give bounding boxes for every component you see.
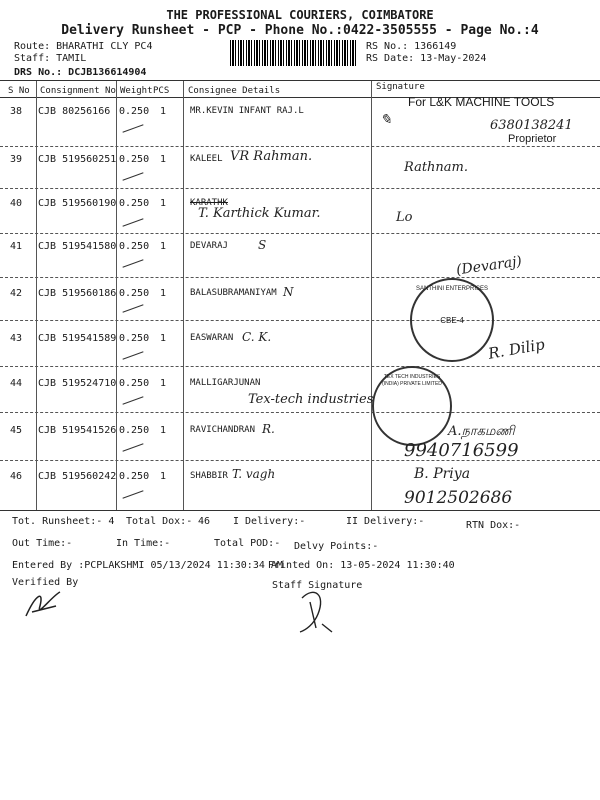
row-pcs: 1 bbox=[160, 471, 167, 482]
tick-mark bbox=[122, 396, 143, 404]
row-weight: 0.250 bbox=[119, 154, 150, 165]
row-consignment: CJB 519541580 bbox=[38, 241, 117, 252]
tot-runsheet: Tot. Runsheet:- 4 bbox=[12, 516, 115, 527]
row-consignee: DEVARAJ bbox=[190, 241, 228, 251]
signature-stamp-text: For L&K MACHINE TOOLS bbox=[408, 95, 555, 109]
staff-label: Staff: TAMIL bbox=[14, 53, 87, 64]
signature-proprietor: Proprietor bbox=[508, 133, 557, 145]
signature: B. Priya bbox=[414, 466, 471, 482]
row-sno: 40 bbox=[10, 198, 23, 209]
row-weight: 0.250 bbox=[119, 333, 150, 344]
verifier-signature bbox=[22, 586, 66, 622]
row-pcs: 1 bbox=[160, 288, 167, 299]
rs-number: RS No.: 1366149 bbox=[366, 41, 457, 52]
row-sno: 38 bbox=[10, 106, 23, 117]
col-sno: S No bbox=[8, 86, 30, 96]
row-consignee: KALEEL bbox=[190, 154, 223, 164]
row-pcs: 1 bbox=[160, 198, 167, 209]
row-weight: 0.250 bbox=[119, 106, 150, 117]
i-delivery: I Delivery:- bbox=[233, 516, 306, 527]
row-sno: 43 bbox=[10, 333, 23, 344]
tick-mark bbox=[122, 490, 143, 498]
total-pod: Total POD:- bbox=[214, 538, 281, 549]
row-separator bbox=[0, 188, 600, 189]
col-consignment: Consignment No bbox=[40, 86, 116, 96]
row-consignment: CJB 519560190 bbox=[38, 198, 117, 209]
row-weight: 0.250 bbox=[119, 198, 150, 209]
row-consignee: BALASUBRAMANIYAM bbox=[190, 288, 277, 298]
total-dox-label: Total Dox:- bbox=[126, 516, 193, 527]
row-separator bbox=[0, 233, 600, 234]
handwritten-name: N bbox=[283, 285, 294, 299]
signature-phone: 6380138241 bbox=[490, 118, 573, 133]
signature: Rathnam. bbox=[404, 160, 469, 175]
company-stamp bbox=[410, 278, 494, 362]
row-sno: 46 bbox=[10, 471, 23, 482]
entered-by: Entered By :PCPLAKSHMI 05/13/2024 11:30:34 AM bbox=[12, 560, 283, 571]
signature: (Devaraj) bbox=[455, 253, 523, 279]
col-pcs: PCS bbox=[153, 86, 170, 96]
handwritten-name: C. K. bbox=[242, 330, 272, 344]
row-consignee: MR.KEVIN INFANT RAJ.L bbox=[190, 106, 304, 116]
row-separator bbox=[0, 412, 600, 413]
row-consignee: KARATHK bbox=[190, 198, 228, 208]
company-stamp bbox=[372, 366, 452, 446]
handwritten-name: S bbox=[258, 238, 267, 252]
total-dox-value: 46 bbox=[198, 516, 211, 527]
handwritten-name: T. vagh bbox=[232, 467, 276, 481]
row-separator bbox=[0, 146, 600, 147]
row-sno: 42 bbox=[10, 288, 23, 299]
tick-mark bbox=[122, 443, 143, 451]
col-signature: Signature bbox=[376, 82, 425, 92]
out-time: Out Time:- bbox=[12, 538, 73, 549]
row-consignment: CJB 519541589 bbox=[38, 333, 117, 344]
tick-mark bbox=[122, 351, 143, 359]
row-pcs: 1 bbox=[160, 425, 167, 436]
row-weight: 0.250 bbox=[119, 471, 150, 482]
row-pcs: 1 bbox=[160, 241, 167, 252]
rs-date: RS Date: 13-May-2024 bbox=[366, 53, 487, 64]
ii-delivery: II Delivery:- bbox=[346, 516, 425, 527]
stamp-inner-text: CBE-4 bbox=[440, 316, 464, 325]
row-consignment: CJB 80256166 bbox=[38, 106, 111, 117]
row-consignment: CJB 519524710 bbox=[38, 378, 117, 389]
handwritten-name: Tex-tech industries bbox=[248, 392, 374, 407]
staff-signature-label: Staff Signature bbox=[272, 580, 363, 591]
rtn-dox: RTN Dox:- bbox=[466, 520, 521, 531]
row-weight: 0.250 bbox=[119, 378, 150, 389]
row-separator bbox=[0, 460, 600, 461]
barcode bbox=[230, 40, 358, 66]
row-sno: 41 bbox=[10, 241, 23, 252]
col-weight: Weight bbox=[120, 86, 153, 96]
handwritten-name: R. bbox=[262, 422, 275, 436]
row-consignee: RAVICHANDRAN bbox=[190, 425, 256, 435]
tick-mark bbox=[122, 218, 143, 226]
row-consignment: CJB 519560251 bbox=[38, 154, 117, 165]
row-consignee: EASWARAN bbox=[190, 333, 234, 343]
route-label: Route: BHARATHI CLY PC4 bbox=[14, 41, 153, 52]
signature-scribble: ✎ bbox=[380, 112, 392, 128]
row-consignment: CJB 519541526 bbox=[38, 425, 117, 436]
handwritten-name: VR Rahman. bbox=[230, 149, 313, 164]
row-pcs: 1 bbox=[160, 333, 167, 344]
row-consignment: CJB 519560242 bbox=[38, 471, 117, 482]
header-rule-top bbox=[0, 80, 600, 81]
table-bottom-rule bbox=[0, 510, 600, 511]
stamp-text: TEX TECH INDUSTRIES (INDIA) PRIVATE LIMITED bbox=[382, 374, 442, 387]
row-weight: 0.250 bbox=[119, 288, 150, 299]
row-pcs: 1 bbox=[160, 378, 167, 389]
signature: A.நாகமணி bbox=[448, 424, 515, 439]
drs-number: DRS No.: DCJB136614904 bbox=[14, 67, 147, 78]
handwritten-name: T. Karthick Kumar. bbox=[198, 206, 321, 221]
row-pcs: 1 bbox=[160, 106, 167, 117]
in-time: In Time:- bbox=[116, 538, 171, 549]
row-sno: 39 bbox=[10, 154, 23, 165]
row-consignee: SHABBIR bbox=[190, 471, 228, 481]
tick-mark bbox=[122, 124, 143, 132]
company-name: THE PROFESSIONAL COURIERS, COIMBATORE bbox=[166, 8, 434, 22]
tick-mark bbox=[122, 172, 143, 180]
row-sno: 45 bbox=[10, 425, 23, 436]
verified-by: Verified By bbox=[12, 577, 79, 588]
signature: R. Dilip bbox=[486, 335, 546, 363]
tick-mark bbox=[122, 259, 143, 267]
row-consignee: MALLIGARJUNAN bbox=[190, 378, 261, 388]
signature: Lo bbox=[396, 210, 413, 225]
runsheet-title: Delivery Runsheet - PCP - Phone No.:0422-3505555 - Page No.:4 bbox=[61, 23, 539, 38]
row-consignment: CJB 519560186 bbox=[38, 288, 117, 299]
row-separator bbox=[0, 320, 600, 321]
signature-phone: 9012502686 bbox=[404, 488, 513, 508]
staff-signature bbox=[296, 584, 340, 636]
col-consignee: Consignee Details bbox=[188, 86, 281, 96]
row-weight: 0.250 bbox=[119, 425, 150, 436]
row-separator bbox=[0, 366, 600, 367]
tick-mark bbox=[122, 304, 143, 312]
row-pcs: 1 bbox=[160, 154, 167, 165]
signature-phone: 9940716599 bbox=[404, 440, 519, 461]
delvy-points: Delvy Points:- bbox=[294, 541, 379, 552]
printed-on: Printed On: 13-05-2024 11:30:40 bbox=[268, 560, 455, 571]
row-weight: 0.250 bbox=[119, 241, 150, 252]
row-sno: 44 bbox=[10, 378, 23, 389]
stamp-text: SANTHINI ENTERPRISES bbox=[415, 286, 488, 292]
row-separator bbox=[0, 277, 600, 278]
